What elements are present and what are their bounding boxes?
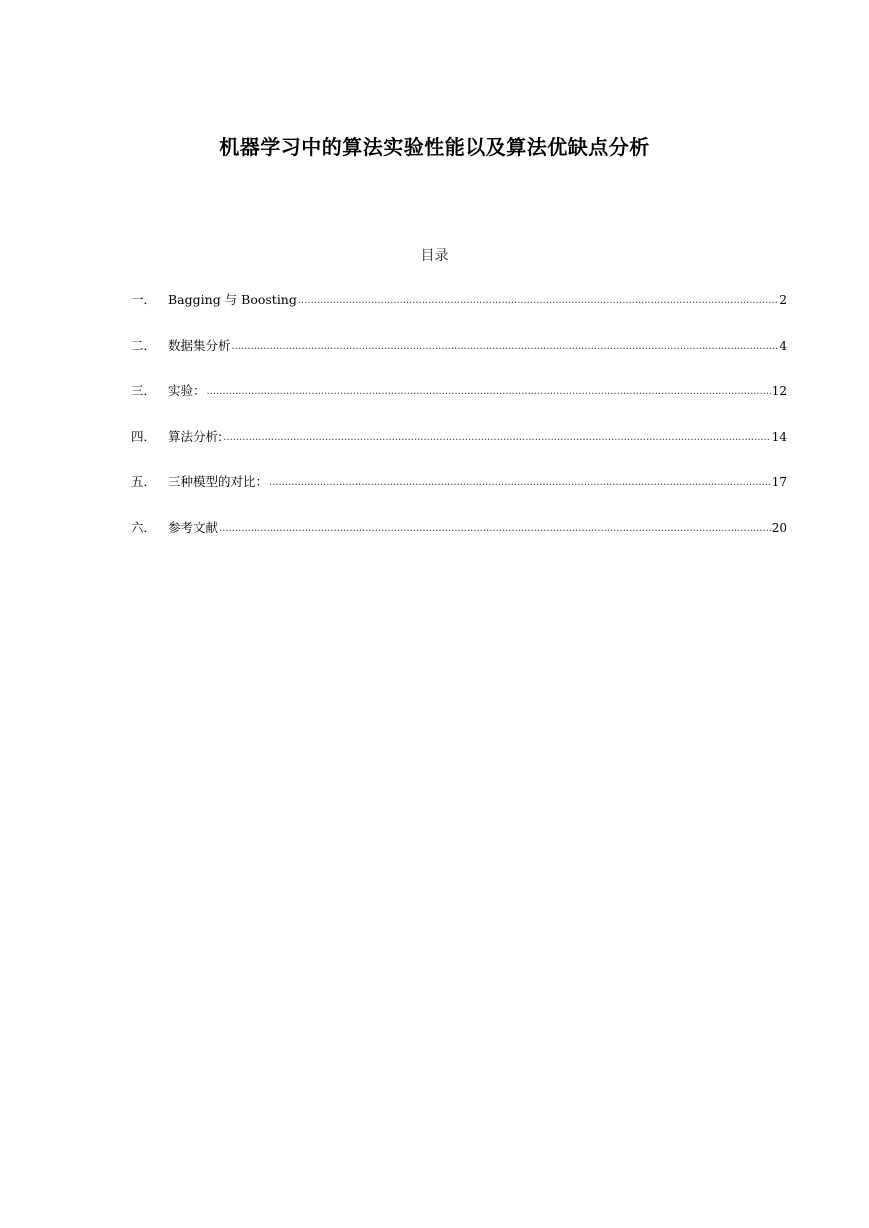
toc-entry-2[interactable] — [131, 336, 787, 382]
toc-entry-page: 12 — [771, 384, 787, 398]
toc-entry-number: 六． — [131, 519, 157, 535]
toc-dot-leader — [219, 519, 771, 539]
toc-entry-5[interactable] — [131, 472, 787, 518]
toc-entry-number: 四． — [131, 428, 157, 444]
toc-entry-3[interactable] — [131, 381, 787, 427]
toc-entry-page: 20 — [771, 520, 787, 535]
toc-entry-label: Bagging 与 Boosting — [168, 292, 297, 307]
toc-entry-page: 17 — [771, 475, 787, 489]
toc-entry-number: 三． — [131, 383, 157, 398]
toc-dot-leader — [207, 382, 771, 402]
toc-entry-page: 2 — [779, 293, 787, 307]
toc-entry-number: 一． — [131, 292, 157, 307]
toc-dot-leader — [269, 473, 771, 493]
toc-entry-1[interactable] — [131, 290, 787, 336]
toc-dot-leader — [223, 428, 771, 448]
toc-entry-label: 算法分析: — [168, 428, 223, 444]
toc-entry-number: 五． — [131, 474, 157, 489]
toc-entry-number: 二． — [131, 337, 157, 353]
toc-entry-label: 数据集分析 — [168, 337, 231, 353]
toc-dot-leader — [298, 291, 778, 311]
toc-entry-4[interactable] — [131, 427, 787, 473]
toc-dot-leader — [232, 337, 779, 357]
toc-entry-page: 14 — [771, 429, 787, 444]
toc-entry-label: 实验： — [168, 383, 206, 398]
toc-heading: 目录 — [420, 248, 449, 264]
toc-entry-label: 参考文献 — [168, 519, 219, 535]
toc-entry-label: 三种模型的对比： — [168, 474, 269, 489]
toc-entry-6[interactable] — [131, 518, 787, 564]
table-of-contents — [131, 290, 787, 563]
toc-entry-page: 4 — [779, 338, 787, 353]
document-title: 机器学习中的算法实验性能以及算法优缺点分析 — [219, 135, 650, 159]
